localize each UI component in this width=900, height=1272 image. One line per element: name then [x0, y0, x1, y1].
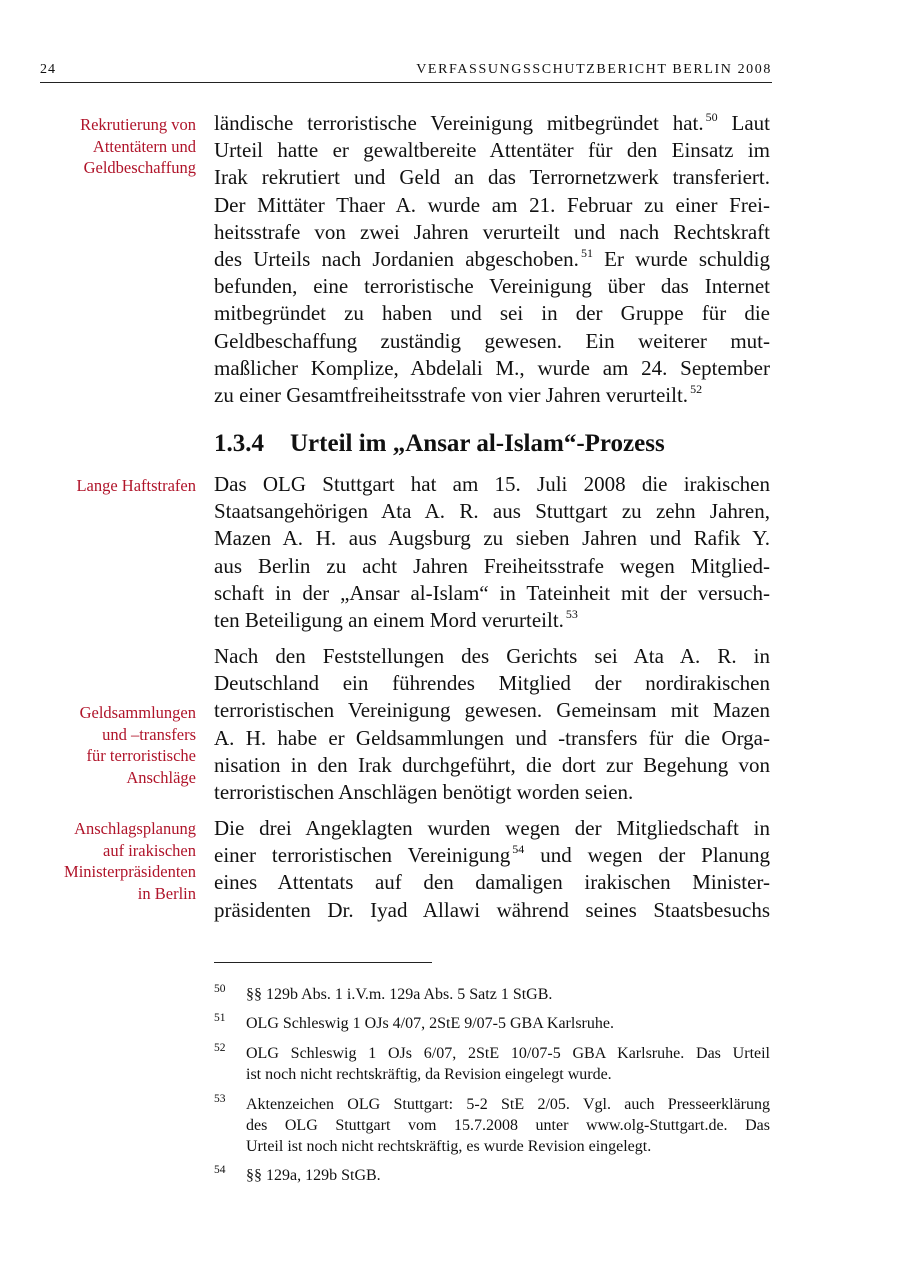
paragraph-2 — [214, 471, 770, 634]
footnote-mark: 52 — [214, 1042, 226, 1054]
margin-note-line: Ministerpräsidenten — [64, 862, 196, 881]
text-line: Staatsangehörigen Ata A. R. aus Stuttgart zu zehn Jahren, — [214, 499, 770, 524]
text-line: mitbegründet zu haben und sei in der Gruppe für die — [214, 301, 770, 326]
footnote-line: OLG Schleswig 1 OJs 4/07, 2StE 9/07-5 GBA Karlsruhe. — [246, 1015, 614, 1032]
margin-note-line: Anschlagsplanung — [74, 819, 196, 838]
text-line: Urteil hatte er gewaltbereite Attentäter für den Einsatz im — [214, 138, 770, 163]
text-line: präsidenten Dr. Iyad Allawi während seines Staatsbesuchs — [214, 897, 770, 922]
footnote-mark: 50 — [214, 983, 226, 995]
running-header — [40, 62, 772, 83]
footnote-mark: 51 — [214, 1012, 226, 1024]
footnote-line: Aktenzeichen OLG Stuttgart: 5-2 StE 2/05. Vgl. auch Presseerklärung — [246, 1096, 770, 1113]
footnote-ref[interactable]: 54 — [512, 842, 525, 857]
text-line: Mazen A. H. aus Augsburg zu sieben Jahren und Rafik Y. — [214, 526, 770, 551]
margin-note-line: in Berlin — [137, 883, 196, 903]
margin-note-fundraising — [30, 702, 196, 788]
paragraph-3 — [214, 643, 770, 806]
footnote-line: des OLG Stuttgart vom 15.7.2008 unter www.olg-Stuttgart.de. Das — [246, 1117, 770, 1134]
footnote-ref[interactable]: 52 — [690, 382, 703, 397]
text-line: heitsstrafe von zwei Jahren verurteilt und nach Rechtskraft — [214, 219, 770, 244]
footnote-54 — [214, 1165, 770, 1186]
footnote-line: §§ 129a, 129b StGB. — [246, 1167, 381, 1184]
section-number: 1.3.4 — [214, 430, 264, 457]
margin-note-line: für terroristische — [86, 746, 196, 765]
footnote-mark: 53 — [214, 1093, 226, 1105]
page-number: 24 — [40, 62, 56, 77]
margin-note-line: Geldsammlungen — [79, 703, 196, 722]
margin-note-line: Geldbeschaffung — [83, 158, 196, 177]
text-line: Der Mittäter Thaer A. wurde am 21. Februar zu einer Frei- — [214, 192, 770, 217]
text-line: Das OLG Stuttgart hat am 15. Juli 2008 die irakischen — [214, 472, 770, 496]
margin-note-line: Attentätern und — [92, 136, 196, 156]
footnote-52 — [214, 1043, 770, 1085]
text-line: Nach den Feststellungen des Gerichts sei Ata A. R. in — [214, 644, 770, 668]
margin-note-line: auf irakischen — [103, 840, 196, 860]
footnote-line: §§ 129b Abs. 1 i.V.m. 129a Abs. 5 Satz 1 StGB. — [246, 986, 553, 1003]
text-line: einer terroristischen Vereinigung $^{54}$ und wegen der Planung — [214, 842, 770, 868]
text-line: befunden, eine terroristische Vereinigung über das Internet — [214, 274, 770, 299]
paragraph-4 — [214, 815, 770, 924]
text-line: Geldbeschaffung zuständig gewesen. Ein weiterer mut- — [214, 328, 770, 353]
footnote-line: Urteil ist noch nicht rechtskräftig, es wurde Revision eingelegt. — [246, 1138, 652, 1155]
margin-note-recruitment — [30, 114, 196, 179]
section-title: Urteil im „Ansar al-Islam“-Prozess — [290, 430, 665, 457]
footnote-separator — [214, 962, 432, 963]
text-line: terroristischen Vereinigung gewesen. Gemeinsam mit Mazen — [214, 698, 770, 723]
text-line: schaft in der „Ansar al-Islam“ in Tateinheit mit der versuch- — [214, 580, 770, 605]
footnote-ref[interactable]: 51 — [580, 246, 593, 261]
margin-note-line: und –transfers — [102, 724, 196, 744]
text-line: Irak rekrutiert und Geld an das Terrornetzwerk transferiert. — [214, 165, 770, 190]
running-title: VERFASSUNGSSCHUTZBERICHT BERLIN 2008 — [416, 62, 772, 77]
text-line: ländische terroristische Vereinigung mitbegründet hat. $^{50}$ Laut — [214, 110, 770, 135]
margin-note-line: Anschläge — [126, 767, 196, 787]
footnote-ref[interactable]: 53 — [565, 607, 578, 622]
margin-note-sentences — [30, 475, 196, 497]
text-line: eines Attentats auf den damaligen irakischen Minister- — [214, 870, 770, 895]
section-heading — [214, 430, 665, 458]
footnote-51 — [214, 1013, 770, 1034]
text-line: zu einer Gesamtfreiheitsstrafe von vier Jahren verurteilt. $^{52}$ — [214, 382, 703, 408]
footnote-line: OLG Schleswig 1 OJs 6/07, 2StE 10/07-5 GBA Karlsruhe. Das Urteil — [246, 1045, 770, 1062]
margin-note-line: Rekrutierung von — [80, 115, 196, 134]
paragraph-1 — [214, 110, 770, 409]
text-line: nisation in den Irak durchgeführt, die dort zur Begehung von — [214, 752, 770, 777]
footnote-mark: 54 — [214, 1164, 226, 1176]
footnote-ref[interactable]: 50 — [705, 110, 718, 124]
text-line: des Urteils nach Jordanien abgeschoben. $^{51}$ Er wurde schuldig — [214, 246, 771, 272]
text-line: maßlicher Komplize, Abdelali M., wurde am 24. September — [214, 355, 770, 380]
text-line: Die drei Angeklagten wurden wegen der Mitgliedschaft in — [214, 816, 770, 840]
footnote-line: ist noch nicht rechtskräftig, da Revision eingelegt wurde. — [246, 1066, 612, 1083]
text-line: ten Beteiligung an einem Mord verurteilt. $^{53}$ — [214, 607, 578, 633]
text-line: A. H. habe er Geldsammlungen und -transfers für die Orga- — [214, 725, 770, 750]
footnote-53 — [214, 1094, 770, 1157]
footnote-50 — [214, 984, 770, 1005]
text-line: Deutschland ein führendes Mitglied der nordirakischen — [214, 671, 770, 696]
text-line: terroristischen Anschlägen benötigt worden seien. — [214, 780, 634, 805]
margin-note-line: Lange Haftstrafen — [76, 476, 196, 495]
margin-note-attack-planning — [30, 818, 196, 904]
text-line: aus Berlin zu acht Jahren Freiheitsstrafe wegen Mitglied- — [214, 553, 770, 578]
